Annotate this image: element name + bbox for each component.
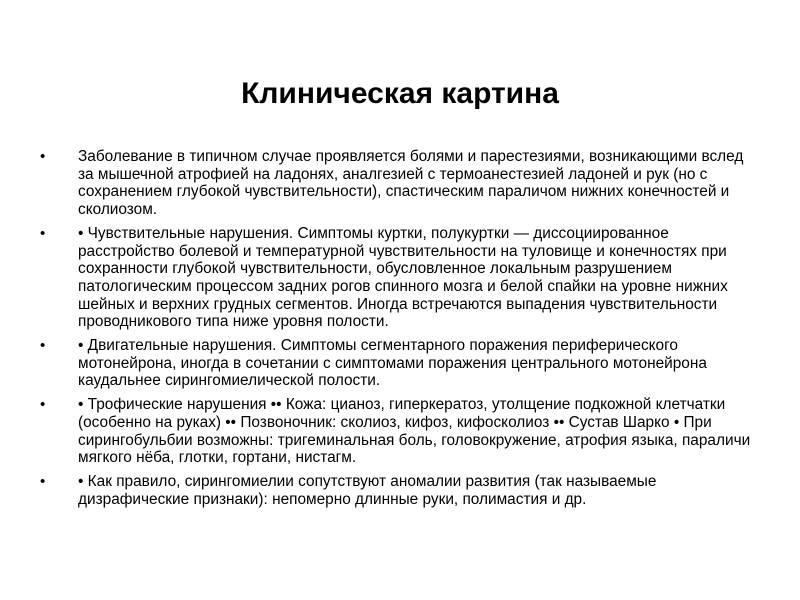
bullet-marker: • (40, 337, 46, 355)
bullet-marker: • (40, 148, 46, 165)
bullet-item-5 (40, 473, 760, 508)
bullet-list (40, 148, 760, 514)
bullet-text: • Трофические нарушения •• Кожа: цианоз, гиперкератоз, утолщение подкожной клетчатки (особенно на руках) •• Позвоночник: сколиоз, кифоз, кифосколиоз •• Сустав Шарко • При сирингобульбии возможны: тригеминальная боль, головокружение, атрофия языка, параличи мягкого нёба, глотки, гортани, нистагм. (78, 396, 751, 467)
bullet-item-4 (40, 396, 760, 467)
slide-title: Клиническая картина (241, 77, 559, 111)
bullet-item-2 (40, 225, 760, 331)
bullet-marker: • (40, 396, 46, 414)
bullet-item-3 (40, 337, 760, 390)
bullet-marker: • (40, 472, 46, 490)
bullet-item-1 (40, 148, 760, 219)
bullet-marker: • (40, 224, 46, 242)
bullet-text: • Двигательные нарушения. Симптомы сегментарного поражения периферического мотонейрона, иногда в сочетании с симптомами поражения центрального мотонейрона каудальнее сирингомиелической полости. (78, 337, 707, 390)
bullet-text: Заболевание в типичном случае проявляется болями и парестезиями, возникающими вслед за мышечной атрофией на ладонях, аналгезией с термоанестезией ладоней и рук (но с сохранением глубокой чувствительности), спастическим параличом нижних конечностей и сколиозом. (78, 148, 744, 219)
bullet-text: • Как правило, сирингомиелии сопутствуют аномалии развития (так называемые дизрафические признаки): непомерно длинные руки, полимастия и др. (78, 472, 657, 508)
bullet-text: • Чувствительные нарушения. Симптомы куртки, полукуртки — диссоциированное расстройство болевой и температурной чувствительности на туловище и конечностях при сохранности глубокой чувствительности, обусловленное локальным разрушением патологическим процессом задних рогов спинного мозга и белой спайки на уровне нижних шейных и верхних грудных сегментов. Иногда встречаются выпадения чувствительности проводникового типа ниже уровня полости. (78, 224, 728, 331)
